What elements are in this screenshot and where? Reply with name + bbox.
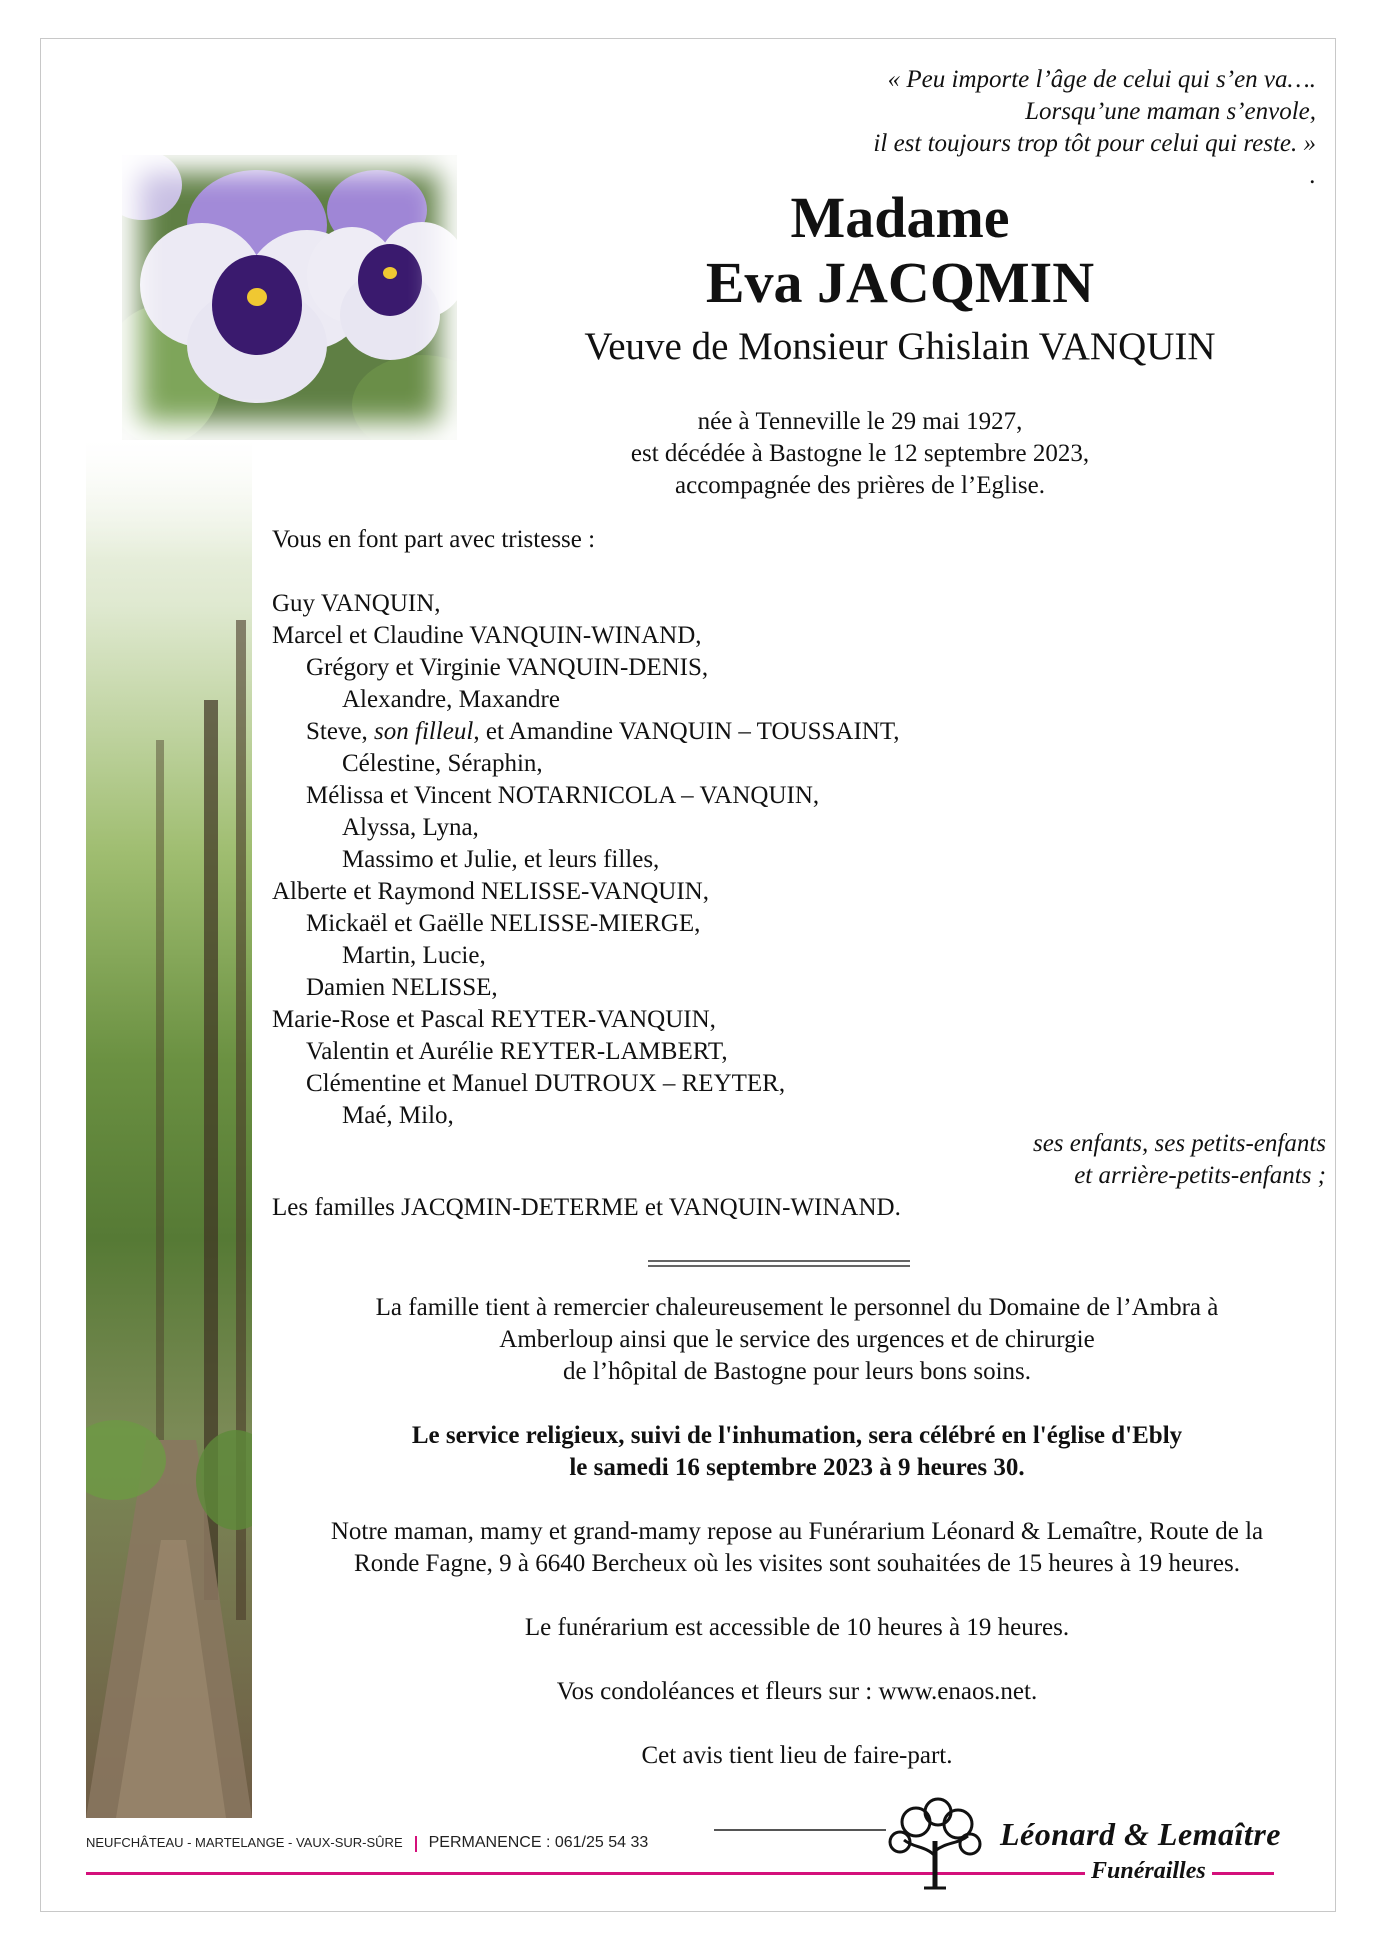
date-line: née à Tenneville le 29 mai 1927, (697, 408, 1023, 435)
family-member-name: Alberte et Raymond NELISSE-VANQUIN, (272, 878, 709, 905)
family-member (272, 1100, 900, 1132)
footer-locations: NEUFCHÂTEAU - MARTELANGE - VAUX-SUR-SÛRE (86, 1835, 403, 1850)
family-member-name: Célestine, Séraphin, (342, 750, 543, 777)
birth-death-dates (560, 406, 1160, 502)
thanks-line: de l’hôpital de Bastogne pour leurs bons soins. (563, 1358, 1031, 1385)
family-member-name: Damien NELISSE, (306, 974, 498, 1001)
family-member (272, 812, 900, 844)
family-member (272, 684, 900, 716)
deceased-name: Eva JACQMIN (705, 250, 1095, 315)
notice-text: Cet avis tient lieu de faire-part. (641, 1742, 953, 1769)
footer-contact (86, 1834, 648, 1852)
family-member (272, 780, 900, 812)
family-member (272, 876, 900, 908)
family-list (272, 588, 900, 1132)
family-member-name: Marcel et Claudine VANQUIN-WINAND, (272, 622, 702, 649)
family-member (272, 588, 900, 620)
civility: Madame (790, 185, 1010, 250)
footer-separator (415, 1836, 417, 1852)
family-member (272, 908, 900, 940)
quote-line: il est toujours trop tôt pour celui qui reste. » (873, 130, 1316, 157)
thanks-line: La famille tient à remercier chaleureusement le personnel du Domaine de l’Ambra à (375, 1294, 1219, 1321)
relation-text (1033, 1128, 1326, 1192)
widow-of: Veuve de Monsieur Ghislain VANQUIN (584, 325, 1216, 368)
family-member-rest: , et Amandine VANQUIN – TOUSSAINT, (473, 718, 900, 745)
quote-line: « Peu importe l’âge de celui qui s’en va…. (887, 66, 1316, 93)
rest-paragraph (272, 1516, 1322, 1580)
family-member (272, 652, 900, 684)
rest-line: Notre maman, mamy et grand-mamy repose au Funérarium Léonard & Lemaître, Route de la (330, 1518, 1264, 1545)
service-line: le samedi 16 septembre 2023 à 9 heures 30. (569, 1454, 1025, 1481)
footer-permanence: PERMANENCE : 061/25 54 33 (428, 1834, 649, 1851)
logo-rule (714, 1829, 886, 1831)
quote-line: . (1309, 162, 1316, 189)
forest-path-photo (86, 440, 252, 1818)
double-divider (648, 1260, 910, 1267)
date-line: est décédée à Bastogne le 12 septembre 2023, (630, 440, 1090, 467)
family-member-name: Mickaël et Gaëlle NELISSE-MIERGE, (306, 910, 701, 937)
family-member-name: Clémentine et Manuel DUTROUX – REYTER, (306, 1070, 786, 1097)
rest-line: Ronde Fagne, 9 à 6640 Bercheux où les visites sont souhaitées de 15 heures à 19 heures. (354, 1550, 1240, 1577)
quote-line: Lorsqu’une maman s’envole, (1025, 98, 1316, 125)
relation-line: ses enfants, ses petits-enfants (1032, 1130, 1326, 1157)
funeral-home-name: Léonard & Lemaître (1000, 1816, 1281, 1852)
access-text: Le funérarium est accessible de 10 heures à 19 heures. (524, 1614, 1070, 1641)
family-member (272, 620, 900, 652)
opening-quote (696, 64, 1316, 192)
funeral-home-subtitle: Funérailles (1085, 1858, 1212, 1885)
family-member-name: Massimo et Julie, et leurs filles, (342, 846, 660, 873)
service-line: Le service religieux, suivi de l'inhumation, sera célébré en l'église d'Ebly (411, 1422, 1183, 1449)
family-member (272, 972, 900, 1004)
family-member (272, 1004, 900, 1036)
family-member-name: Alexandre, Maxandre (342, 686, 560, 713)
pansy-photo (122, 155, 457, 440)
tree-logo-icon (886, 1796, 984, 1892)
family-member (272, 1036, 900, 1068)
family-member-name: Alyssa, Lyna, (342, 814, 479, 841)
forest-illustration (86, 440, 252, 1818)
date-line: accompagnée des prières de l’Eglise. (675, 472, 1045, 499)
family-member (272, 940, 900, 972)
family-member-name: Martin, Lucie, (342, 942, 486, 969)
family-member (272, 748, 900, 780)
family-member-name: Mélissa et Vincent NOTARNICOLA – VANQUIN, (306, 782, 820, 809)
deceased-header (500, 186, 1300, 372)
family-member (272, 844, 900, 876)
family-member-role: son filleul (374, 718, 474, 745)
family-member-name: Marie-Rose et Pascal REYTER-VANQUIN, (272, 1006, 716, 1033)
family-member-name: Valentin et Aurélie REYTER-LAMBERT, (306, 1038, 728, 1065)
family-member-name: Maé, Milo, (342, 1102, 454, 1129)
condolences-text: Vos condoléances et fleurs sur : www.enaos.net. (556, 1678, 1038, 1705)
thanks-paragraph (272, 1292, 1322, 1388)
extended-families: Les familles JACQMIN-DETERME et VANQUIN-WINAND. (272, 1194, 901, 1221)
family-member-name: Guy VANQUIN, (272, 590, 441, 617)
family-member (272, 716, 900, 748)
service-paragraph (272, 1420, 1322, 1484)
family-member-name: Steve, (306, 718, 375, 745)
family-member-name: Grégory et Virginie VANQUIN-DENIS, (306, 654, 709, 681)
intro-text: Vous en font part avec tristesse : (272, 526, 596, 553)
relation-line: et arrière-petits-enfants ; (1074, 1162, 1326, 1189)
pansy-illustration (122, 155, 457, 440)
family-member (272, 1068, 900, 1100)
thanks-line: Amberloup ainsi que le service des urgences et de chirurgie (499, 1326, 1095, 1353)
